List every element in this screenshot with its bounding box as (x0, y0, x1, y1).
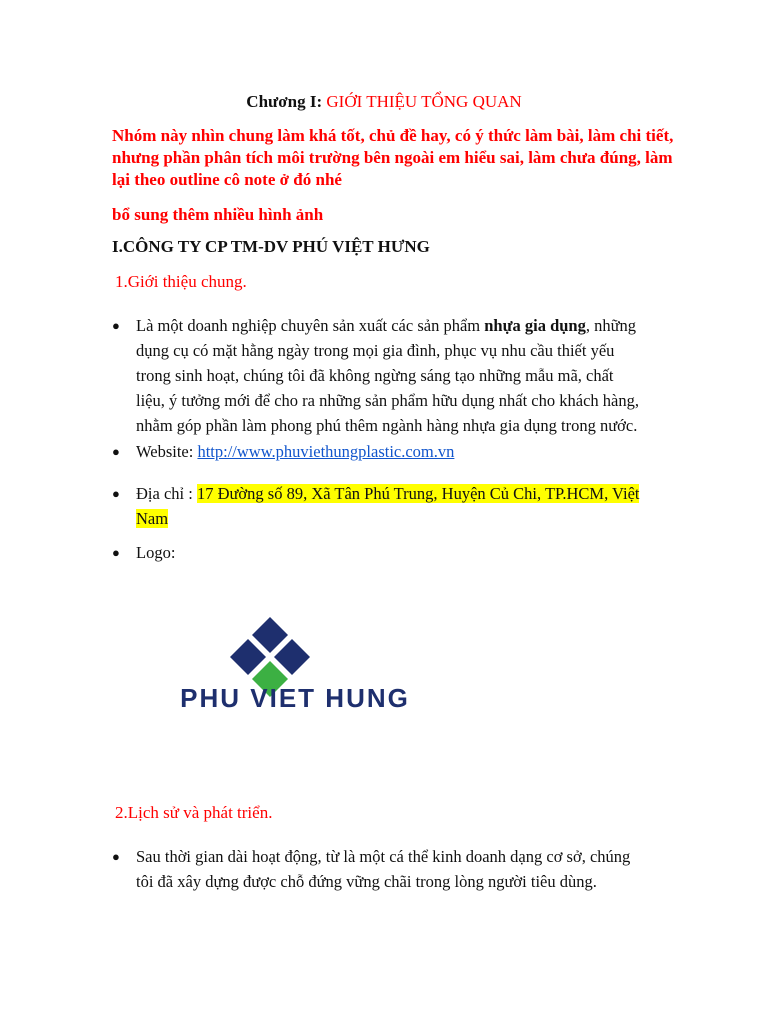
intro-bold: nhựa gia dụng (484, 316, 586, 335)
bullet-icon: ● (112, 444, 120, 459)
intro-line: dụng cụ có mặt hằng ngày trong mọi gia đình, phục vụ nhu cầu thiết yếu (136, 341, 615, 360)
intro-line: liệu, ý tưởng mới để cho ra những sản phẩm hữu dụng nhất cho khách hàng, (136, 391, 639, 410)
list-item-intro (112, 313, 672, 438)
list-item-logo (112, 540, 672, 565)
bullet-icon: ● (112, 486, 120, 501)
section-heading: I.CÔNG TY CP TM-DV PHÚ VIỆT HƯNG (112, 237, 430, 256)
bullet-icon: ● (112, 318, 120, 333)
bullet-icon: ● (112, 849, 120, 864)
company-logo (150, 615, 440, 725)
list-item-address (112, 481, 672, 531)
comment-note: bổ sung thêm nhiều hình ảnh (112, 205, 324, 224)
address-label: Địa chỉ : (136, 484, 197, 503)
subsection-history-heading: 2.Lịch sử và phát triển. (115, 803, 273, 822)
teacher-comment (112, 125, 692, 191)
subsection-intro-heading: 1.Giới thiệu chung. (115, 272, 247, 291)
logo-wordmark: PHU VIET HUNG (180, 683, 410, 713)
intro-text: Là một doanh nghiệp chuyên sản xuất các sản phẩm (136, 316, 485, 335)
intro-text-end: , những (585, 316, 637, 335)
comment-line: lại theo outline cô note ở đó nhé (112, 170, 342, 189)
address-line: 17 Đường số 89, Xã Tân Phú Trung, Huyện Củ Chi, TP.HCM, Việt (196, 484, 640, 503)
intro-line: trong sinh hoạt, chúng tôi đã không ngừng sáng tạo những mẫu mã, chất (136, 366, 614, 385)
address-line: Nam (136, 509, 169, 528)
comment-line: Nhóm này nhìn chung làm khá tốt, chủ đề hay, có ý thức làm bài, làm chi tiết, (112, 126, 674, 145)
website-label: Website: (136, 442, 198, 461)
chapter-name: GIỚI THIỆU TỔNG QUAN (326, 92, 522, 111)
comment-line: nhưng phần phân tích môi trường bên ngoài em hiểu sai, làm chưa đúng, làm (112, 148, 673, 167)
bullet-icon: ● (112, 545, 120, 560)
history-line: tôi đã xây dựng được chỗ đứng vững chãi trong lòng người tiêu dùng. (136, 872, 597, 891)
intro-line: nhằm góp phần làm phong phú thêm ngành hàng nhựa gia dụng trong nước. (136, 416, 638, 435)
history-line: Sau thời gian dài hoạt động, từ là một cá thể kinh doanh dạng cơ sở, chúng (136, 847, 631, 866)
chapter-title (0, 92, 768, 112)
chapter-prefix: Chương I: (246, 92, 323, 111)
logo-label: Logo: (136, 543, 176, 562)
list-item-history (112, 844, 672, 894)
list-item-website (112, 439, 672, 464)
website-link[interactable]: http://www.phuviethungplastic.com.vn (197, 442, 455, 461)
